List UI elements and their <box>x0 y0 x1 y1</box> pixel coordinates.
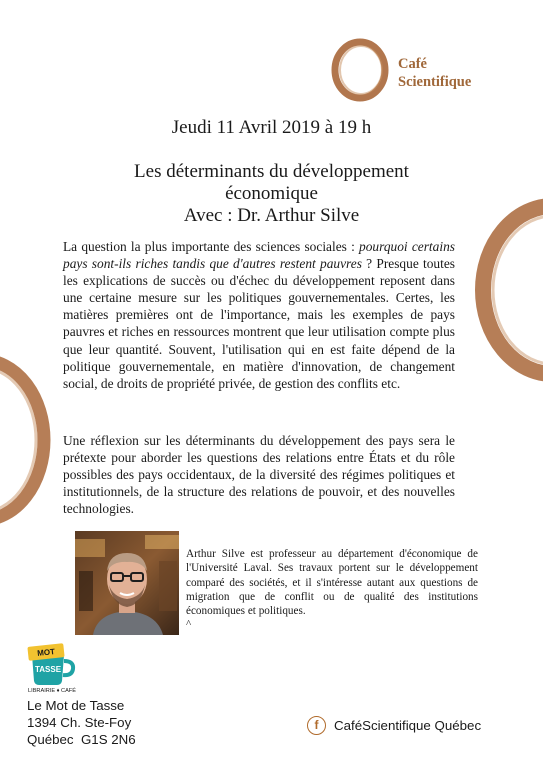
brand-line1: Café <box>398 56 427 72</box>
cafe-scientifique-brand <box>398 55 471 91</box>
event-date: Jeudi 11 Avril 2019 à 19 h <box>171 117 372 138</box>
facebook-icon: f <box>307 716 326 735</box>
venue-city: Québec G1S 2N6 <box>27 732 136 747</box>
event-title-line2: économique <box>225 183 318 204</box>
event-title <box>0 161 543 227</box>
mot-de-tasse-logo <box>24 635 80 693</box>
bio-caret: ^ <box>186 618 192 630</box>
logo-tasse: TASSE <box>34 665 62 674</box>
coffee-ring-left-icon <box>0 345 60 535</box>
intro-start: La question la plus importante des sciences sociales : <box>63 239 360 254</box>
facebook-link[interactable] <box>307 716 481 735</box>
venue-name: Le Mot de Tasse <box>27 698 125 713</box>
intro-paragraph <box>63 238 455 392</box>
speaker-photo <box>75 531 179 635</box>
intro-rest: ? Presque toutes les explications de succès ou d'échec du développement reposent dans une certaine mesure sur les politiques gouvernementales. Certes, les matières premières ont de l'importance, mais les exemples de pays pauvres et riches en ressources montrent que leur utilisation compte plus que leur quantité. Souvent, l'utilisation qui en est faite dépend de la politique gouvernementale, en matière d'innovation, de changement social, de droits de propriété privée, de gestion des conflits etc. <box>63 256 455 391</box>
logo-mot: MOT <box>36 647 56 658</box>
venue-address <box>27 697 136 748</box>
logo-caption: LIBRAIRIE ♦ CAFÉ <box>28 688 76 693</box>
coffee-ring-logo-icon <box>326 33 394 107</box>
speaker-bio: Arthur Silve est professeur au département d'économique de l'Université Laval. Ses travaux portent sur le développement comparé des sociétés, et il s'intéresse autant aux questions de migration que de conflit ou de qualité des institutions économiques et politiques. <box>186 548 478 618</box>
intro-question: pourquoi certains pays sont-ils riches tandis que d'autres restent pauvres <box>63 239 455 272</box>
brand-line2: Scientifique <box>398 74 472 90</box>
reflection-paragraph: Une réflexion sur les déterminants du développement des pays sera le prétexte pour aborder les questions des relations entre États et du rôle possibles des pays occidentaux, de la diversité des régimes politiques et institutionnels, de la structure des relations de pouvoir, et des nouvelles technologies. <box>63 433 455 517</box>
venue-street: 1394 Ch. Ste-Foy <box>27 715 132 730</box>
event-title-line1: Les déterminants du développement <box>134 161 409 182</box>
event-speaker: Avec : Dr. Arthur Silve <box>183 205 360 226</box>
facebook-page-label: CaféScientifique Québec <box>334 718 482 733</box>
